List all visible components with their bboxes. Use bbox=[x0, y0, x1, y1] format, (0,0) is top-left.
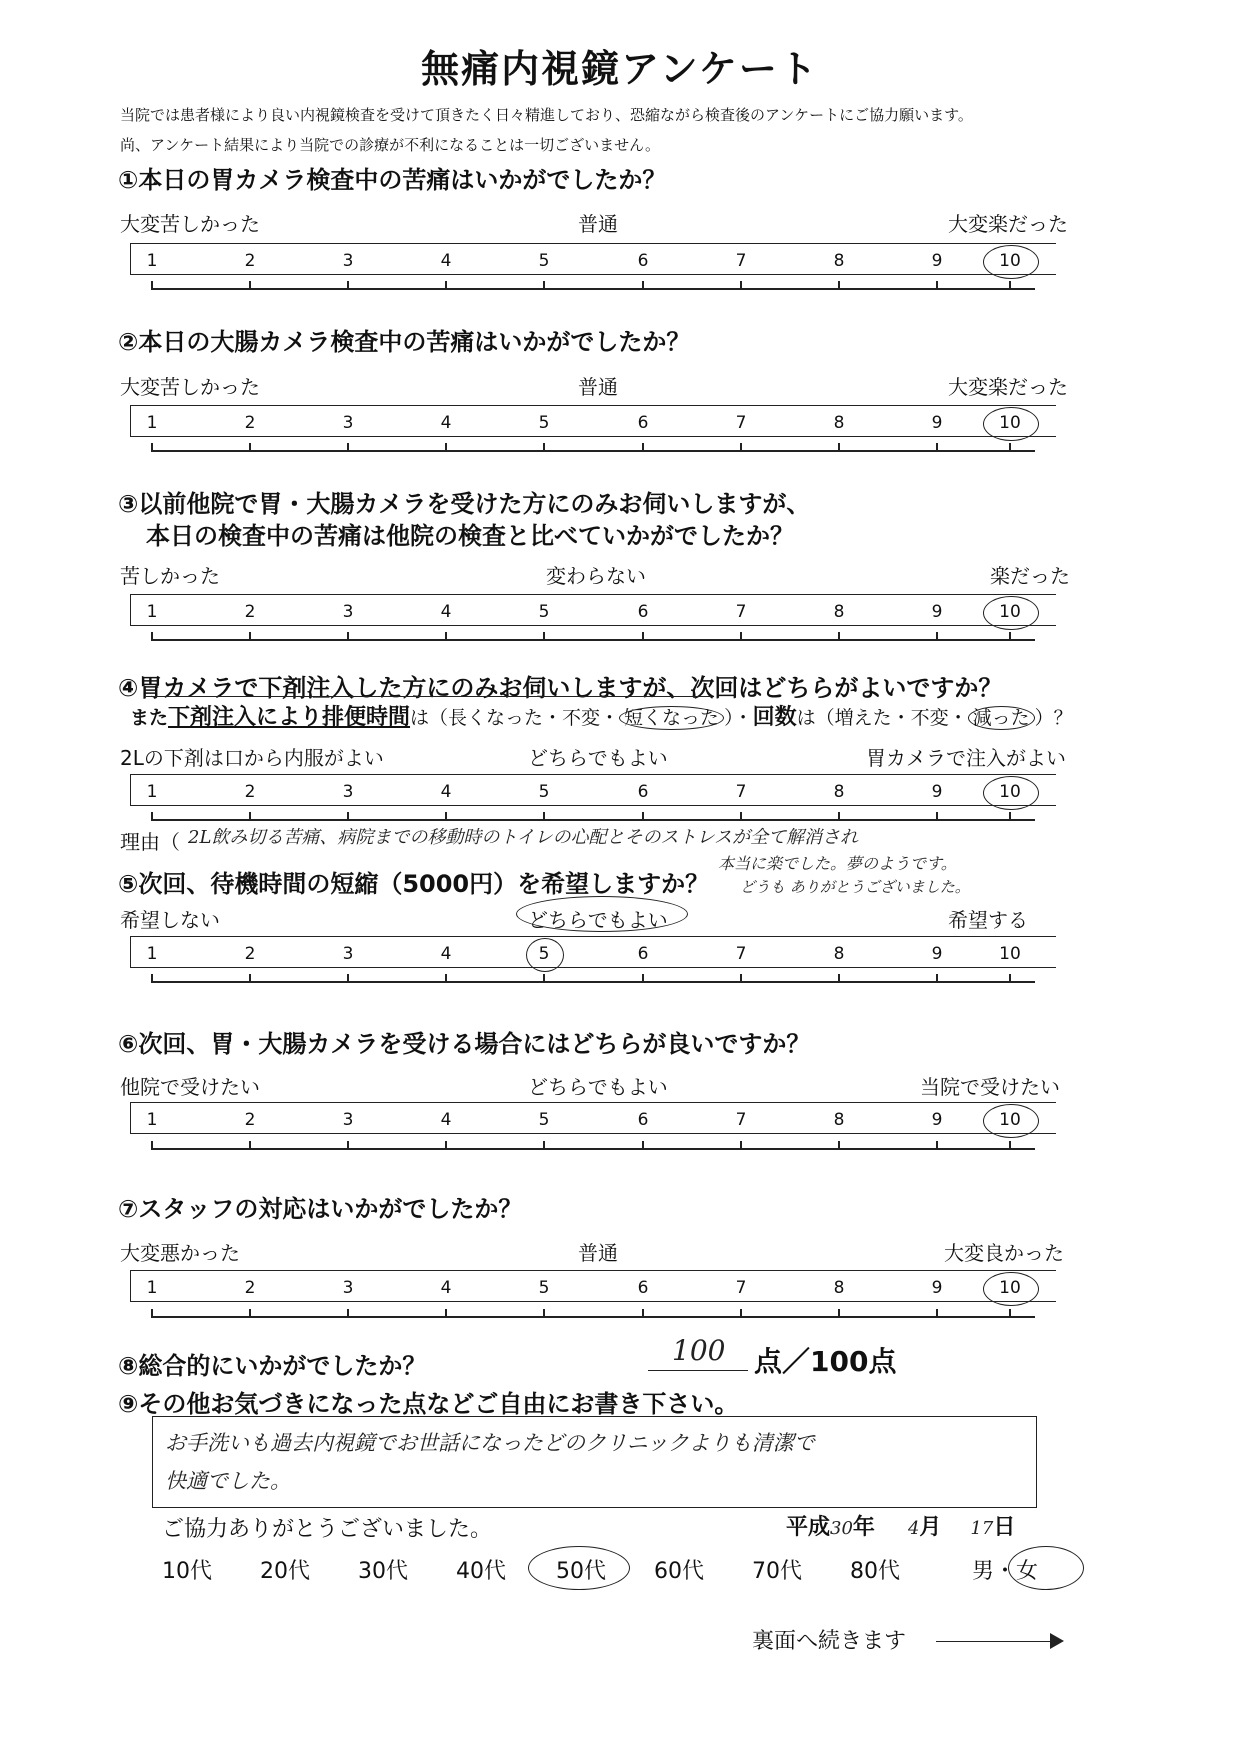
continue-label: 裏面へ続きます bbox=[752, 1629, 907, 1654]
q4-scale-number-4[interactable]: 4 bbox=[440, 782, 452, 802]
q4-reason-handwriting-2: 本当に楽でした。夢のようです。 bbox=[718, 854, 957, 873]
q2-scale-number-2[interactable]: 2 bbox=[244, 413, 256, 433]
question-8: ⑧総合的にいかがでしたか？ bbox=[118, 1352, 427, 1380]
q3-scale-number-8[interactable]: 8 bbox=[833, 602, 845, 622]
q3-scale-number-6[interactable]: 6 bbox=[637, 602, 649, 622]
q2-axis-tick bbox=[249, 443, 251, 452]
q3-label-right: 楽だった bbox=[990, 564, 1070, 588]
q6-scale-number-1[interactable]: 1 bbox=[146, 1110, 158, 1130]
q7-label-right: 大変良かった bbox=[944, 1241, 1064, 1265]
q4-line2-g: は（増えた・不変・ bbox=[796, 707, 968, 729]
q5-label-mid[interactable]: どちらでもよい bbox=[528, 908, 668, 932]
q6-scale-number-3[interactable]: 3 bbox=[342, 1110, 354, 1130]
q5-axis-tick bbox=[543, 974, 545, 983]
q4-axis-tick bbox=[445, 812, 447, 821]
q1-label-left: 大変苦しかった bbox=[120, 212, 260, 236]
q1-scale-number-3[interactable]: 3 bbox=[342, 251, 354, 271]
q5-scale-number-9[interactable]: 9 bbox=[931, 944, 943, 964]
q4-reason-label: 理由（ bbox=[120, 830, 180, 854]
q6-axis-tick bbox=[740, 1141, 742, 1150]
q6-scale-number-4[interactable]: 4 bbox=[440, 1110, 452, 1130]
age-50s[interactable]: 50代 bbox=[556, 1559, 606, 1584]
q5-scale-number-1[interactable]: 1 bbox=[146, 944, 158, 964]
q3-axis-tick bbox=[740, 632, 742, 641]
q7-scale-number-4[interactable]: 4 bbox=[440, 1278, 452, 1298]
q3-axis-tick bbox=[445, 632, 447, 641]
q1-scale-number-6[interactable]: 6 bbox=[637, 251, 649, 271]
q6-scale-number-9[interactable]: 9 bbox=[931, 1110, 943, 1130]
question-2: ②本日の大腸カメラ検査中の苦痛はいかがでしたか？ bbox=[118, 328, 691, 356]
q7-axis-tick bbox=[740, 1309, 742, 1318]
gender-male[interactable]: 男 bbox=[972, 1559, 995, 1584]
q2-scale-number-10[interactable]: 10 bbox=[999, 413, 1021, 433]
q7-label-left: 大変悪かった bbox=[120, 1241, 240, 1265]
q1-axis-tick bbox=[936, 281, 938, 290]
q4-label-left: 2Lの下剤は口から内服がよい bbox=[120, 746, 384, 770]
q6-axis-tick bbox=[838, 1141, 840, 1150]
q3-axis-tick bbox=[543, 632, 545, 641]
question-3-line-2: 本日の検査中の苦痛は他院の検査と比べていかがでしたか？ bbox=[146, 522, 794, 550]
q1-answer-circle bbox=[983, 245, 1039, 279]
q7-axis-tick bbox=[543, 1309, 545, 1318]
q5-answer-circle bbox=[526, 938, 564, 972]
q6-axis-tick bbox=[347, 1141, 349, 1150]
question-4-line-2 bbox=[130, 700, 1073, 731]
q7-axis-tick bbox=[936, 1309, 938, 1318]
age-60s[interactable]: 60代 bbox=[654, 1559, 704, 1584]
q2-axis-tick bbox=[838, 443, 840, 452]
q4-line2-f: 回数 bbox=[752, 705, 797, 730]
q3-axis-tick bbox=[1009, 632, 1011, 641]
gender-selected-circle bbox=[1008, 1546, 1084, 1590]
q7-scale-number-9[interactable]: 9 bbox=[931, 1278, 943, 1298]
q1-axis-tick bbox=[838, 281, 840, 290]
q5-axis-tick bbox=[249, 974, 251, 983]
q7-axis-tick bbox=[249, 1309, 251, 1318]
question-5: ⑤次回、待機時間の短縮（5000円）を希望しますか？ bbox=[118, 870, 710, 898]
q1-axis-tick bbox=[1009, 281, 1011, 290]
q2-label-mid: 普通 bbox=[578, 375, 618, 399]
q5-label-left: 希望しない bbox=[120, 908, 220, 932]
q1-scale-number-4[interactable]: 4 bbox=[440, 251, 452, 271]
q1-axis-tick bbox=[347, 281, 349, 290]
q3-axis-tick bbox=[642, 632, 644, 641]
q4-reason-handwriting: 2L飲み切る苦痛、病院までの移動時のトイレの心配とそのストレスが全て解消され bbox=[188, 827, 858, 848]
q1-axis-tick bbox=[445, 281, 447, 290]
q1-label-mid: 普通 bbox=[578, 212, 618, 236]
q5-scale-number-8[interactable]: 8 bbox=[833, 944, 845, 964]
q7-axis-tick bbox=[347, 1309, 349, 1318]
q2-axis-tick bbox=[642, 443, 644, 452]
q3-label-mid: 変わらない bbox=[546, 564, 646, 588]
q3-answer-circle bbox=[983, 596, 1039, 630]
q3-scale-number-1[interactable]: 1 bbox=[146, 602, 158, 622]
q2-scale-number-8[interactable]: 8 bbox=[833, 413, 845, 433]
question-4-line-1: ④胃カメラで下剤注入した方にのみお伺いしますが、次回はどちらがよいですか？ bbox=[118, 674, 1003, 702]
q4-line2-b: 下剤注入により排便時間 bbox=[168, 705, 411, 730]
question-7: ⑦スタッフの対応はいかがでしたか？ bbox=[118, 1195, 523, 1223]
q5-scale-number-10[interactable]: 10 bbox=[999, 944, 1021, 964]
q7-scale-number-6[interactable]: 6 bbox=[637, 1278, 649, 1298]
q2-label-right: 大変楽だった bbox=[948, 375, 1068, 399]
q6-scale-number-2[interactable]: 2 bbox=[244, 1110, 256, 1130]
q4-axis-tick bbox=[543, 812, 545, 821]
q4-reason-handwriting-3: どうも ありがとうございました。 bbox=[740, 878, 970, 896]
q2-axis-tick bbox=[543, 443, 545, 452]
q3-scale-number-5[interactable]: 5 bbox=[538, 602, 550, 622]
q4-scale-number-1[interactable]: 1 bbox=[146, 782, 158, 802]
q3-scale-number-9[interactable]: 9 bbox=[931, 602, 943, 622]
q6-axis-tick bbox=[249, 1141, 251, 1150]
q2-axis-tick bbox=[936, 443, 938, 452]
q1-scale-number-1[interactable]: 1 bbox=[146, 251, 158, 271]
q3-axis-tick bbox=[838, 632, 840, 641]
age-30s[interactable]: 30代 bbox=[358, 1559, 408, 1584]
q4-line2-a: また bbox=[130, 707, 169, 729]
q3-label-left: 苦しかった bbox=[120, 564, 220, 588]
date-month[interactable]: 4 bbox=[907, 1518, 920, 1539]
q1-axis-tick bbox=[151, 281, 153, 290]
q6-axis-tick bbox=[445, 1141, 447, 1150]
age-selected-circle bbox=[528, 1546, 630, 1590]
q9-comment-line-2: 快適でした。 bbox=[165, 1469, 291, 1493]
q2-scale-number-1[interactable]: 1 bbox=[146, 413, 158, 433]
q4-line2-c: は（長くなった・不変・ bbox=[410, 707, 620, 729]
thanks-message: ご協力ありがとうございました。 bbox=[162, 1517, 493, 1542]
q2-axis-tick bbox=[347, 443, 349, 452]
q5-axis-tick bbox=[740, 974, 742, 983]
q5-axis bbox=[152, 981, 1035, 983]
q1-axis-tick bbox=[543, 281, 545, 290]
q5-scale-number-4[interactable]: 4 bbox=[440, 944, 452, 964]
arrow-right-icon bbox=[1050, 1633, 1064, 1649]
q4-scale-number-2[interactable]: 2 bbox=[244, 782, 256, 802]
q6-scale-number-5[interactable]: 5 bbox=[538, 1110, 550, 1130]
q1-scale-number-10[interactable]: 10 bbox=[999, 251, 1021, 271]
q4-selected-shorter[interactable]: 短くなった bbox=[619, 706, 724, 730]
q5-axis-tick bbox=[1009, 974, 1011, 983]
q1-axis-tick bbox=[740, 281, 742, 290]
q6-axis-tick bbox=[642, 1141, 644, 1150]
date-day[interactable]: 17 bbox=[970, 1518, 994, 1539]
q6-axis-tick bbox=[1009, 1141, 1011, 1150]
q5-axis-tick bbox=[936, 974, 938, 983]
q5-axis-tick bbox=[151, 974, 153, 983]
q5-scale-number-6[interactable]: 6 bbox=[637, 944, 649, 964]
q7-axis bbox=[152, 1316, 1035, 1318]
q7-axis-tick bbox=[838, 1309, 840, 1318]
age-10s[interactable]: 10代 bbox=[162, 1559, 212, 1584]
q5-axis-tick bbox=[445, 974, 447, 983]
q5-scale-number-5[interactable]: 5 bbox=[538, 944, 550, 964]
q1-axis-tick bbox=[249, 281, 251, 290]
age-20s[interactable]: 20代 bbox=[260, 1559, 310, 1584]
q2-axis-tick bbox=[151, 443, 153, 452]
q2-scale-number-3[interactable]: 3 bbox=[342, 413, 354, 433]
q1-scale-number-8[interactable]: 8 bbox=[833, 251, 845, 271]
q5-scale-number-7[interactable]: 7 bbox=[735, 944, 747, 964]
q3-axis-tick bbox=[151, 632, 153, 641]
q4-answer-circle bbox=[983, 776, 1039, 810]
q7-scale-number-1[interactable]: 1 bbox=[146, 1278, 158, 1298]
q2-scale-number-9[interactable]: 9 bbox=[931, 413, 943, 433]
date-era: 平成 bbox=[786, 1515, 831, 1540]
q4-underline-1 bbox=[146, 696, 711, 697]
q1-axis bbox=[152, 288, 1035, 290]
q6-scale-number-7[interactable]: 7 bbox=[735, 1110, 747, 1130]
q4-axis-tick bbox=[249, 812, 251, 821]
q4-line2-i: ）？ bbox=[1034, 707, 1073, 729]
q3-axis-tick bbox=[249, 632, 251, 641]
q4-scale[interactable] bbox=[130, 774, 1056, 806]
q1-scale[interactable] bbox=[130, 243, 1056, 275]
q9-comment-line-1: お手洗いも過去内視鏡でお世話になったどのクリニックよりも清潔で bbox=[165, 1431, 815, 1455]
q5-scale-number-2[interactable]: 2 bbox=[244, 944, 256, 964]
age-80s[interactable]: 80代 bbox=[850, 1559, 900, 1584]
q3-scale-number-7[interactable]: 7 bbox=[735, 602, 747, 622]
q5-axis-tick bbox=[642, 974, 644, 983]
q3-axis-tick bbox=[347, 632, 349, 641]
q8-score-handwriting[interactable]: 100 bbox=[672, 1334, 726, 1367]
q5-scale[interactable] bbox=[130, 936, 1056, 968]
q7-scale-number-3[interactable]: 3 bbox=[342, 1278, 354, 1298]
q2-scale[interactable] bbox=[130, 405, 1056, 437]
q7-scale-number-5[interactable]: 5 bbox=[538, 1278, 550, 1298]
q5-label-right: 希望する bbox=[948, 908, 1028, 932]
date-field bbox=[786, 1510, 1015, 1541]
q1-scale-number-5[interactable]: 5 bbox=[538, 251, 550, 271]
q7-axis-tick bbox=[151, 1309, 153, 1318]
q4-scale-number-3[interactable]: 3 bbox=[342, 782, 354, 802]
continue-arrow-line bbox=[936, 1641, 1056, 1642]
q7-label-mid: 普通 bbox=[578, 1241, 618, 1265]
q2-label-left: 大変苦しかった bbox=[120, 375, 260, 399]
age-40s[interactable]: 40代 bbox=[456, 1559, 506, 1584]
q3-axis bbox=[152, 639, 1035, 641]
q4-axis-tick bbox=[936, 812, 938, 821]
q2-scale-number-6[interactable]: 6 bbox=[637, 413, 649, 433]
page-title: 無痛内視鏡アンケート bbox=[421, 47, 819, 91]
q2-axis-tick bbox=[740, 443, 742, 452]
q4-line2-e: ）・ bbox=[724, 707, 753, 729]
q6-label-right: 当院で受けたい bbox=[920, 1075, 1060, 1099]
q3-scale-number-10[interactable]: 10 bbox=[999, 602, 1021, 622]
q4-axis-tick bbox=[838, 812, 840, 821]
q1-scale-number-9[interactable]: 9 bbox=[931, 251, 943, 271]
q6-label-mid: どちらでもよい bbox=[528, 1075, 668, 1099]
q7-axis-tick bbox=[1009, 1309, 1011, 1318]
q3-scale-number-2[interactable]: 2 bbox=[244, 602, 256, 622]
q6-axis-tick bbox=[936, 1141, 938, 1150]
q3-scale-number-4[interactable]: 4 bbox=[440, 602, 452, 622]
question-3-line-1: ③以前他院で胃・大腸カメラを受けた方にのみお伺いしますが、 bbox=[118, 490, 811, 518]
q3-axis-tick bbox=[936, 632, 938, 641]
q4-scale-number-9[interactable]: 9 bbox=[931, 782, 943, 802]
q2-scale-number-7[interactable]: 7 bbox=[735, 413, 747, 433]
q6-answer-circle bbox=[983, 1104, 1039, 1138]
q6-axis-tick bbox=[543, 1141, 545, 1150]
gender-female[interactable]: 女 bbox=[1016, 1559, 1039, 1584]
q7-scale[interactable] bbox=[130, 1270, 1056, 1302]
q4-axis bbox=[152, 819, 1035, 821]
q5-scale-number-3[interactable]: 3 bbox=[342, 944, 354, 964]
q1-axis-tick bbox=[642, 281, 644, 290]
q6-scale-number-6[interactable]: 6 bbox=[637, 1110, 649, 1130]
q7-scale-number-10[interactable]: 10 bbox=[999, 1278, 1021, 1298]
gender-separator: ・ bbox=[994, 1559, 1017, 1584]
q4-label-right: 胃カメラで注入がよい bbox=[866, 746, 1066, 770]
question-1: ①本日の胃カメラ検査中の苦痛はいかがでしたか？ bbox=[118, 166, 667, 194]
q4-selected-fewer[interactable]: 減った bbox=[968, 706, 1035, 730]
q6-axis bbox=[152, 1148, 1035, 1150]
q7-axis-tick bbox=[642, 1309, 644, 1318]
q8-score-suffix: 点／100点 bbox=[754, 1345, 897, 1378]
q5-mid-circle bbox=[516, 896, 688, 932]
q5-axis-tick bbox=[347, 974, 349, 983]
q4-scale-number-6[interactable]: 6 bbox=[637, 782, 649, 802]
date-year-label: 年 bbox=[852, 1515, 875, 1540]
q7-axis-tick bbox=[445, 1309, 447, 1318]
q7-answer-circle bbox=[983, 1272, 1039, 1306]
q3-scale-number-3[interactable]: 3 bbox=[342, 602, 354, 622]
q7-scale-number-8[interactable]: 8 bbox=[833, 1278, 845, 1298]
q4-scale-number-10[interactable]: 10 bbox=[999, 782, 1021, 802]
q5-axis-tick bbox=[838, 974, 840, 983]
q4-scale-number-8[interactable]: 8 bbox=[833, 782, 845, 802]
q8-score-underline bbox=[648, 1370, 748, 1371]
age-70s[interactable]: 70代 bbox=[752, 1559, 802, 1584]
intro-line-2: 尚、アンケート結果により当院での診療が不利になることは一切ございません。 bbox=[120, 136, 661, 154]
question-9: ⑨その他お気づきになった点などご自由にお書き下さい。 bbox=[118, 1390, 739, 1418]
q6-scale-number-8[interactable]: 8 bbox=[833, 1110, 845, 1130]
q9-comment-box[interactable] bbox=[152, 1416, 1037, 1508]
q4-axis-tick bbox=[151, 812, 153, 821]
q2-axis-tick bbox=[1009, 443, 1011, 452]
q2-scale-number-4[interactable]: 4 bbox=[440, 413, 452, 433]
q6-scale-number-10[interactable]: 10 bbox=[999, 1110, 1021, 1130]
q4-scale-number-7[interactable]: 7 bbox=[735, 782, 747, 802]
q7-scale-number-2[interactable]: 2 bbox=[244, 1278, 256, 1298]
q7-scale-number-7[interactable]: 7 bbox=[735, 1278, 747, 1298]
q6-label-left: 他院で受けたい bbox=[120, 1075, 260, 1099]
q4-axis-tick bbox=[1009, 812, 1011, 821]
q6-axis-tick bbox=[151, 1141, 153, 1150]
q3-scale[interactable] bbox=[130, 594, 1056, 626]
q4-axis-tick bbox=[642, 812, 644, 821]
q4-scale-number-5[interactable]: 5 bbox=[538, 782, 550, 802]
q1-scale-number-7[interactable]: 7 bbox=[735, 251, 747, 271]
q1-label-right: 大変楽だった bbox=[948, 212, 1068, 236]
q2-answer-circle bbox=[983, 407, 1039, 441]
q1-scale-number-2[interactable]: 2 bbox=[244, 251, 256, 271]
q2-axis bbox=[152, 450, 1035, 452]
date-day-label: 日 bbox=[993, 1515, 1016, 1540]
date-month-label: 月 bbox=[919, 1515, 942, 1540]
q2-scale-number-5[interactable]: 5 bbox=[538, 413, 550, 433]
q6-scale[interactable] bbox=[130, 1102, 1056, 1134]
question-6: ⑥次回、胃・大腸カメラを受ける場合にはどちらが良いですか？ bbox=[118, 1030, 811, 1058]
q4-axis-tick bbox=[347, 812, 349, 821]
date-year[interactable]: 30 bbox=[830, 1518, 853, 1539]
q4-label-mid: どちらでもよい bbox=[528, 746, 668, 770]
q4-axis-tick bbox=[740, 812, 742, 821]
q2-axis-tick bbox=[445, 443, 447, 452]
intro-line-1: 当院では患者様により良い内視鏡検査を受けて頂きたく日々精進しており、恐縮ながら検査後のアンケートにご協力願います。 bbox=[120, 106, 973, 124]
